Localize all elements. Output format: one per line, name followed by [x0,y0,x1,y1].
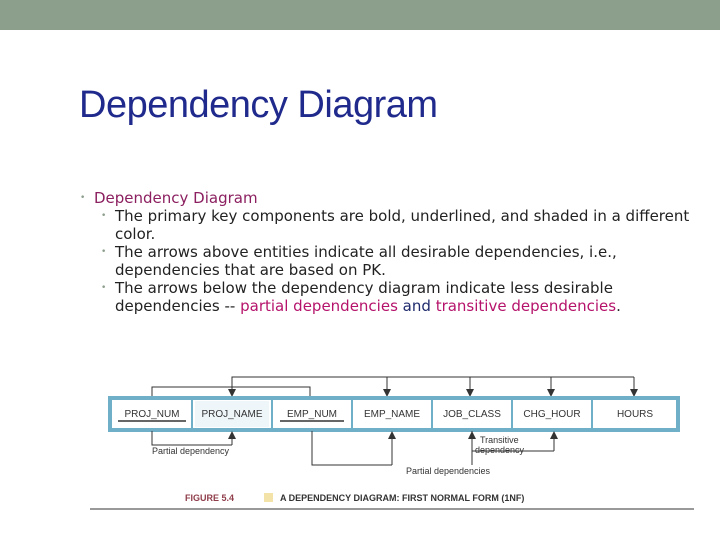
figure-marker [264,493,273,502]
dependency-diagram [90,365,700,515]
label-transitive-2: dependency [475,445,525,455]
sentence-end: . [616,297,621,315]
slide-title: Dependency Diagram [79,84,438,126]
attr-proj-num: PROJ_NUM [124,409,180,420]
attr-proj-name: PROJ_NAME [201,409,263,420]
bullet-dot-icon: • [80,193,86,203]
bullet-list [80,189,700,315]
bullet-sub-2-text: The arrows above entities indicate all desirable dependencies, i.e., dependencies that are based on PK. [115,243,617,279]
bullet-sub-2 [101,243,700,279]
top-bar [0,0,720,30]
desirable-dependency-arrows [152,377,634,397]
figure-caption: A DEPENDENCY DIAGRAM: FIRST NORMAL FORM (1NF) [280,493,525,503]
bullet-dot-icon: • [101,247,107,257]
bullet-sub-3-text: The arrows below the dependency diagram indicate less desirable dependencies -- [115,279,613,315]
attr-chg-hour: CHG_HOUR [523,409,581,420]
attr-emp-num: EMP_NUM [286,409,338,420]
bullet-dot-icon: • [101,283,107,293]
figure-number: FIGURE 5.4 [185,493,235,503]
partial-dependencies-highlight: partial dependencies [240,297,398,315]
bullet-sub-1 [101,207,700,243]
bullet-dot-icon: • [101,211,107,221]
attr-emp-name: EMP_NAME [363,409,421,420]
label-transitive-1: Transitive [480,435,519,445]
attr-hours: HOURS [616,409,654,420]
label-partial-dependencies: Partial dependencies [406,466,491,476]
attr-job-class: JOB_CLASS [443,409,501,420]
bullet-main [80,189,700,207]
bullet-sub-1-text: The primary key components are bold, underlined, and shaded in a different color. [115,207,690,243]
and-word: and [402,297,431,315]
transitive-dependencies-highlight: transitive dependencies [435,297,617,315]
bullet-sub-3 [101,279,700,315]
bullet-main-text: Dependency Diagram [94,189,258,207]
label-partial-dependency: Partial dependency [152,446,230,456]
